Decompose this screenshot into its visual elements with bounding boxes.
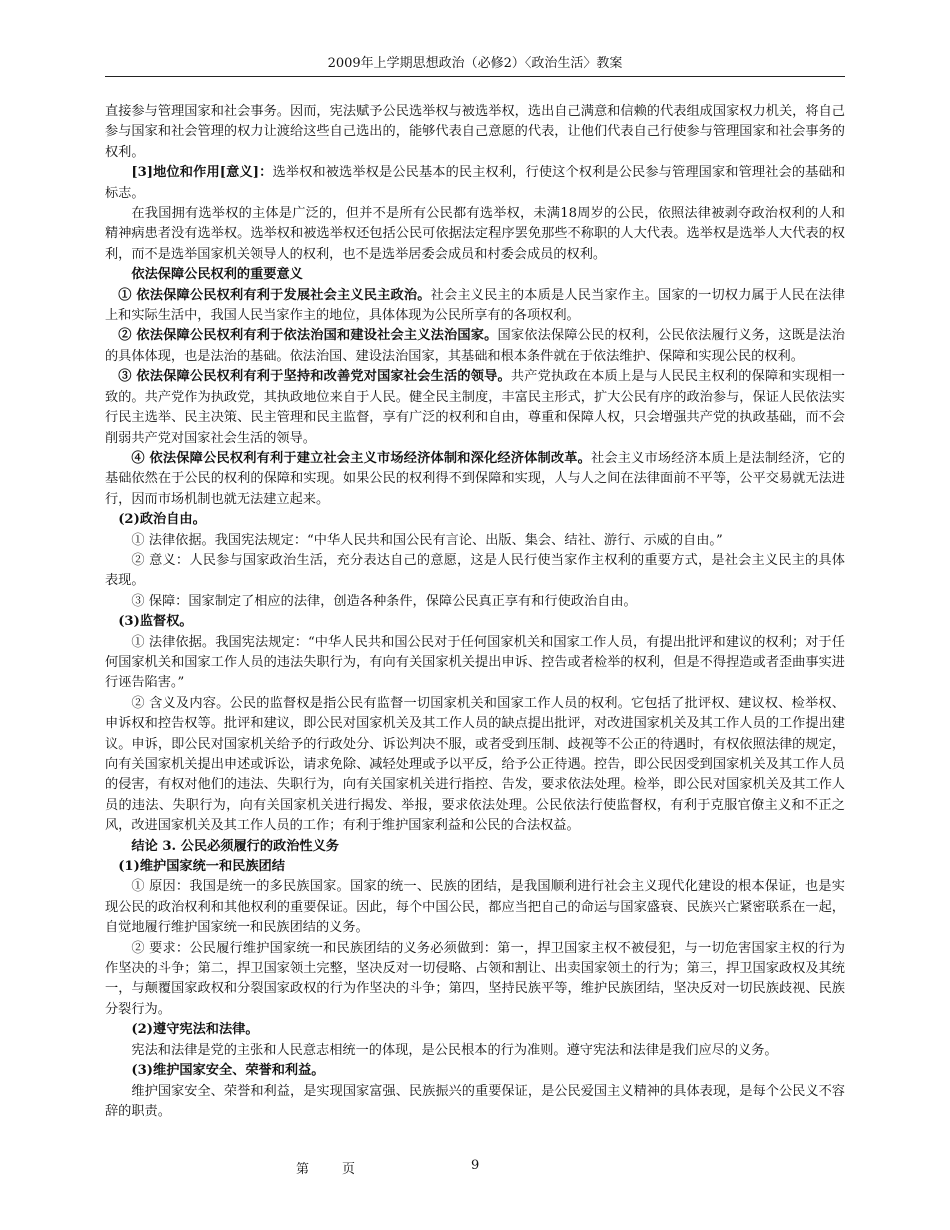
- paragraph-status-significance: [105, 163, 845, 204]
- section-heading: (2)政治自由。: [118, 512, 206, 528]
- list-item: ① 法律依据。我国宪法规定：“中华人民共和国公民有言论、出版、集会、结社、游行、示威的自由。”: [131, 532, 723, 548]
- list-item-heading: ① 依法保障公民权利有利于发展社会主义民主政治。: [118, 287, 431, 303]
- list-item-body: 社会主义民主的本质是人民当家作主。国家的一切权力属于人民在法律上和实际生活中，我国人民当家作主的地位，具体体现为公民所享有的各项权利。: [105, 287, 845, 324]
- list-item: ① 原因：我国是统一的多民族国家。国家的统一、民族的团结，是我国顺利进行社会主义现代化建设的根本保证，也是实现公民的政治权利和其他权利的重要保证。因此，每个中国公民，都应当把自己的命运与国家盛衰、民族兴亡紧密联系在一起，自觉地履行维护国家统一和民族团结的义务。: [105, 879, 845, 936]
- section-heading: (2)遵守宪法和法律。: [131, 1022, 259, 1038]
- list-item: ① 法律依据。我国宪法规定：“中华人民共和国公民对于任何国家机关和国家工作人员，有提出批评和建议的权利；对于任何国家机关和国家工作人员的违法失职行为，有向有关国家机关提出申诉、控告或者检举的权利，但是不得捏造或者歪曲事实进行诬告陷害。”: [105, 634, 845, 691]
- list-item: [105, 326, 845, 367]
- list-item-heading: ② 依法保障公民权利有利于依法治国和建设社会主义法治国家。: [118, 328, 498, 344]
- header-divider: [105, 76, 845, 77]
- list-item: ② 要求：公民履行维护国家统一和民族团结的义务必须做到：第一，捍卫国家主权不被侵犯，与一切危害国家主权的行为作坚决的斗争；第二，捍卫国家领土完整，坚决反对一切侵略、占领和割让、出卖国家领土的行为；第三，捍卫国家政权及其统一，与颠覆国家政权和分裂国家政权的行为作坚决的斗争；第四，坚持民族平等，维护民族团结，坚决反对一切民族歧视、民族分裂行为。: [105, 940, 845, 1017]
- section-heading: (3)监督权。: [118, 614, 193, 630]
- paragraph: 宪法和法律是党的主张和人民意志相统一的体现，是公民根本的行为准则。遵守宪法和法律是我们应尽的义务。: [131, 1042, 778, 1058]
- list-item-body: 社会主义市场经济本质上是法制经济，它的基础依然在于公民的权利的保障和实现。如果公民的权利得不到保障和实现，人与人之间在法律面前不平等，公平交易就无法进行，因而市场机制也就无法建立起来。: [105, 450, 845, 507]
- list-item-body: 共产党执政在本质上是与人民民主权利的保障和实现相一致的。共产党作为执政党，其执政地位来自于人民。健全民主制度，丰富民主形式，扩大公民有序的政治参与，保证人民依法实行民主选举、民主决策、民主管理和民主监督，享有广泛的权利和自由，尊重和保障人权，只会增强共产党的执政基础，而不会削弱共产党对国家社会生活的领导。: [105, 369, 845, 446]
- footer-label-ye: 页: [342, 1162, 356, 1177]
- list-item: [105, 449, 845, 510]
- list-item-body: 国家依法保障公民的权利，公民依法履行义务，这既是法治的具体体现，也是法治的基础。依法治国、建设法治国家，其基础和根本条件就在于依法维护、保障和实现公民的权利。: [105, 328, 845, 364]
- list-item: [105, 367, 845, 449]
- list-item-heading: ④ 依法保障公民权利有利于建立社会主义市场经济体制和深化经济体制改革。: [131, 450, 592, 466]
- list-item-heading: ③ 依法保障公民权利有利于坚持和改善党对国家社会生活的领导。: [118, 369, 511, 385]
- section-heading: (1)维护国家统一和民族团结: [118, 859, 285, 875]
- page-number: 9: [471, 1158, 480, 1173]
- document-body: [105, 102, 845, 1122]
- list-item: ③ 保障：国家制定了相应的法律，创造各种条件，保障公民真正享有和行使政治自由。: [131, 593, 637, 609]
- list-item: [105, 286, 845, 327]
- section-heading: [3]地位和作用[意义]：: [131, 165, 273, 181]
- paragraph: 在我国拥有选举权的主体是广泛的，但并不是所有公民都有选举权，未满18周岁的公民，依照法律被剥夺政治权利的人和精神病患者没有选举权。选举权和被选举权还包括公民可依据法定程序罢免那些不称职的人大代表。选举权是选举人大代表的权利，而不是选举国家机关领导人的权利，也不是选举居委会成员和村委会成员的权利。: [105, 206, 845, 262]
- paragraph-body: 选举权和被选举权是公民基本的民主权利，行使这个权利是公民参与管理国家和管理社会的基础和标志。: [105, 165, 846, 201]
- section-heading: 依法保障公民权利的重要意义: [131, 267, 303, 283]
- paragraph: 直接参与管理国家和社会事务。因而，宪法赋予公民选举权与被选举权，选出自己满意和信赖的代表组成国家权力机关，将自己参与国家和社会管理的权力让渡给这些自己选出的，能够代表自己意愿的代表，让他们代表自己行使参与管理国家和社会事务的权利。: [105, 104, 845, 160]
- section-heading: 结论 3. 公民必须履行的政治性义务: [131, 838, 339, 854]
- section-heading: (3)维护国家安全、荣誉和利益。: [131, 1063, 325, 1079]
- list-item: ② 含义及内容。公民的监督权是指公民有监督一切国家机关和国家工作人员的权利。它包括了批评权、建议权、检举权、申诉权和控告权等。批评和建议，即公民对国家机关及其工作人员的缺点提出批评，对改进国家机关及其工作人员的工作提出建议。申诉，即公民对国家机关给予的行政处分、诉讼判决不服，或者受到压制、歧视等不公正的待遇时，有权依照法律的规定，向有关国家机关提出申述或诉讼，请求免除、减轻处理或予以平反，给予公正待遇。控告，即公民因受到国家机关及其工作人员的侵害，有权对他们的违法、失职行为，向有关国家机关进行指控、告发，要求依法处理。检举，即公民对国家机关及其工作人员的违法、失职行为，向有关国家机关进行揭发、举报，要求依法处理。公民依法行使监督权，有利于克服官僚主义和不正之风，改进国家机关及其工作人员的工作；有利于维护国家利益和公民的合法权益。: [105, 695, 845, 834]
- footer-label-di: 第: [296, 1162, 310, 1177]
- paragraph: 维护国家安全、荣誉和利益，是实现国家富强、民族振兴的重要保证，是公民爱国主义精神的具体表现，是每个公民义不容辞的职责。: [105, 1083, 845, 1119]
- list-item: ② 意义：人民参与国家政治生活，充分表达自己的意愿，这是人民行使当家作主权利的重要方式，是社会主义民主的具体表现。: [105, 552, 845, 589]
- page-header: 2009年上学期思想政治（必修2）〈政治生活〉教案: [327, 56, 623, 71]
